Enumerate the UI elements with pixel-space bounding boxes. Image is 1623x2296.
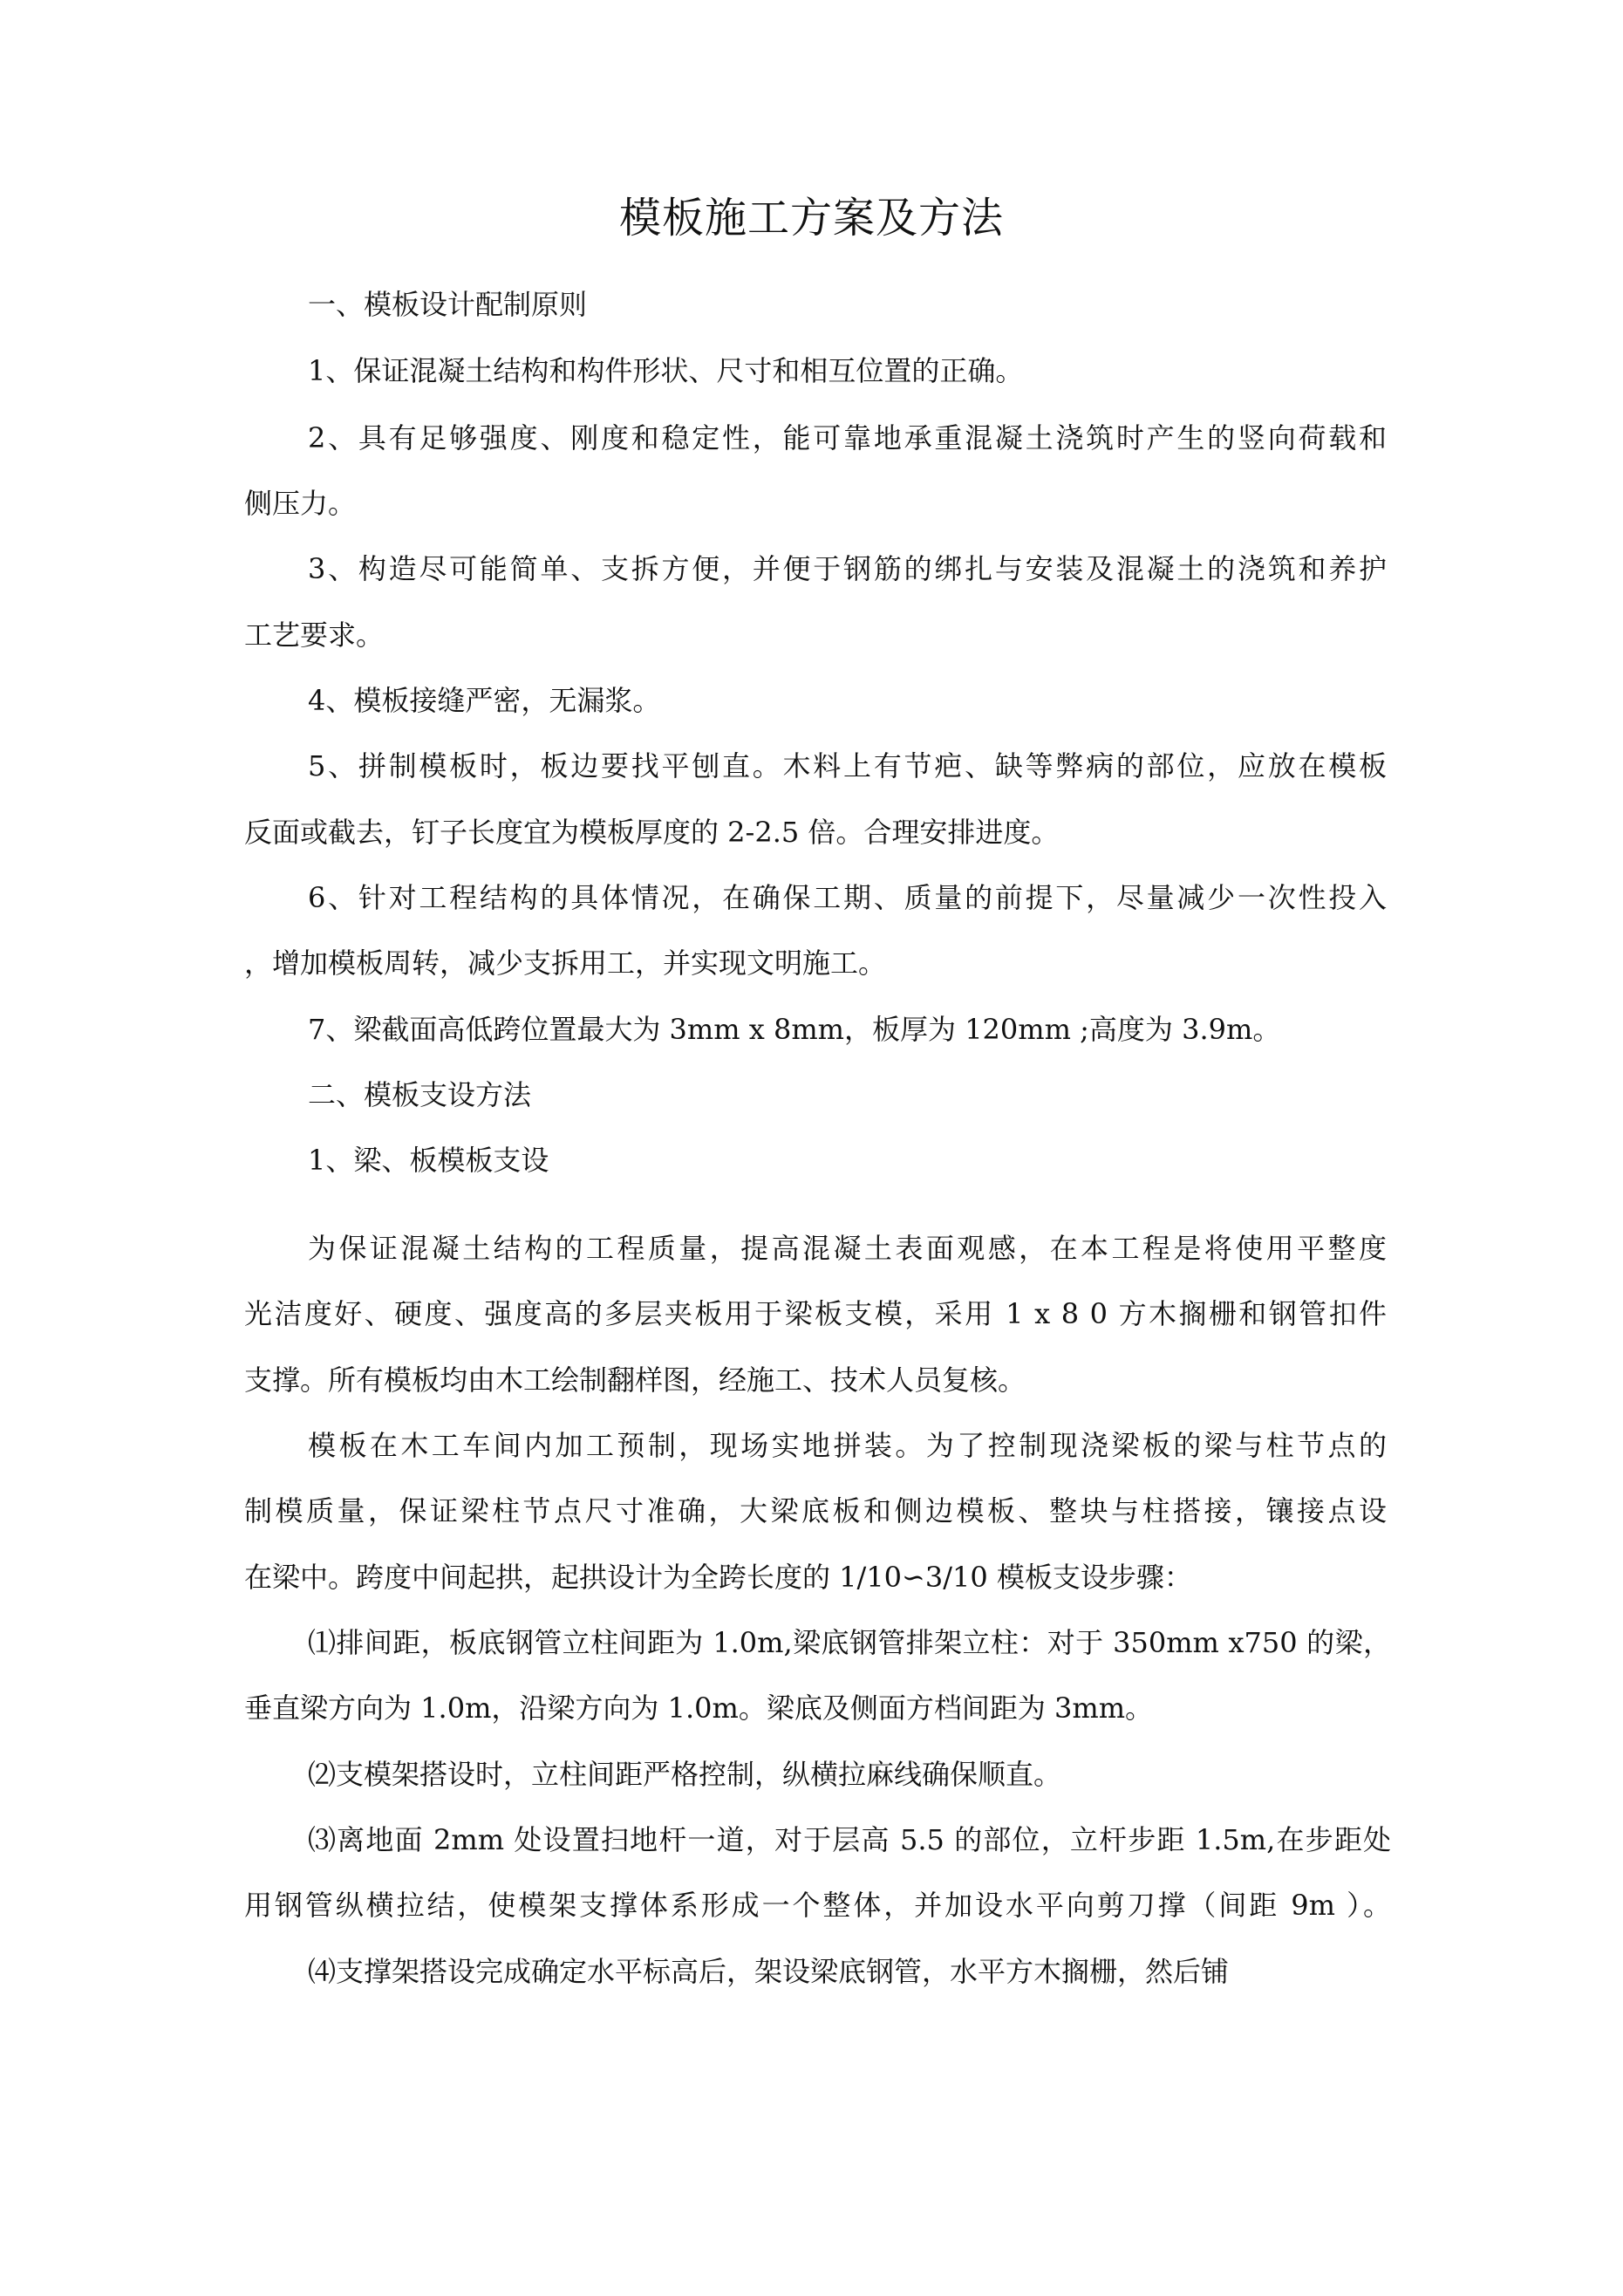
paragraph-line: 为保证混凝土结构的工程质量，提高混凝土表面观感，在本工程是将使用平整度 <box>308 1232 1387 1265</box>
paragraph-line: 反面或截去，钉子长度宜为模板厚度的 2-2.5 倍。合理安排进度。 <box>244 816 1060 849</box>
step-line: 用钢管纵横拉结，使模架支撑体系形成一个整体，并加设水平向剪刀撑（间距 9m ）。 <box>244 1889 1391 1922</box>
paragraph-line: 3、构造尽可能简单、支拆方便，并便于钢筋的绑扎与安装及混凝土的浇筑和养护 <box>308 552 1387 585</box>
paragraph-line: 制模质量，保证梁柱节点尺寸准确，大梁底板和侧边模板、整块与柱搭接，镶接点设 <box>244 1494 1387 1527</box>
paragraph-line: ，增加模板周转，减少支拆用工，并实现文明施工。 <box>244 946 887 980</box>
paragraph-line: 模板在木工车间内加工预制，现场实地拼装。为了控制现浇梁板的梁与柱节点的 <box>308 1429 1387 1462</box>
step-line: ⑴排间距，板底钢管立柱间距为 1.0m,梁底钢管排架立柱：对于 350mm x750 的梁， <box>308 1626 1391 1659</box>
paragraph-line: 6、针对工程结构的具体情况，在确保工期、质量的前提下，尽量减少一次性投入 <box>308 881 1387 914</box>
section-heading-2: 二、模板支设方法 <box>308 1078 532 1111</box>
section-heading-1: 一、模板设计配制原则 <box>308 288 588 321</box>
paragraph-line: 侧压力。 <box>244 487 357 520</box>
step-line: ⑷支撑架搭设完成确定水平标高后，架设梁底钢管，水平方木搁栅，然后铺 <box>308 1955 1230 1988</box>
step-line: ⑵支模架搭设时，立柱间距严格控制，纵横拉麻线确保顺直。 <box>308 1758 1062 1791</box>
step-line: 垂直梁方向为 1.0m，沿梁方向为 1.0m。梁底及侧面方档间距为 3mm。 <box>244 1691 1154 1725</box>
step-line: ⑶离地面 2mm 处设置扫地杆一道，对于层高 5.5 的部位，立杆步距 1.5m,在步距处 <box>308 1823 1391 1856</box>
paragraph-line: 工艺要求。 <box>244 618 385 652</box>
document-title: 模板施工方案及方法 <box>618 194 1004 243</box>
paragraph-line: 4、模板接缝严密，无漏浆。 <box>308 684 661 717</box>
paragraph-line: 2、具有足够强度、刚度和稳定性，能可靠地承重混凝土浇筑时产生的竖向荷载和 <box>308 421 1387 454</box>
paragraph-line: 7、梁截面高低跨位置最大为 3mm x 8mm，板厚为 120mm ;高度为 3.9m。 <box>308 1013 1281 1046</box>
paragraph-line: 光洁度好、硬度、强度高的多层夹板用于梁板支模，采用 1 x 8 0 方木搁栅和钢管扣件 <box>244 1297 1387 1330</box>
paragraph-line: 支撑。所有模板均由木工绘制翻样图，经施工、技术人员复核。 <box>244 1363 1026 1397</box>
paragraph-line: 在梁中。跨度中间起拱，起拱设计为全跨长度的 1/10∽3/10 模板支设步骤： <box>244 1561 1192 1594</box>
paragraph-line: 5、拼制模板时，板边要找平刨直。木料上有节疤、缺等弊病的部位，应放在模板 <box>308 749 1387 782</box>
subsection-heading: 1、梁、板模板支设 <box>308 1144 549 1177</box>
paragraph-line: 1、保证混凝土结构和构件形状、尺寸和相互位置的正确。 <box>308 354 1024 387</box>
